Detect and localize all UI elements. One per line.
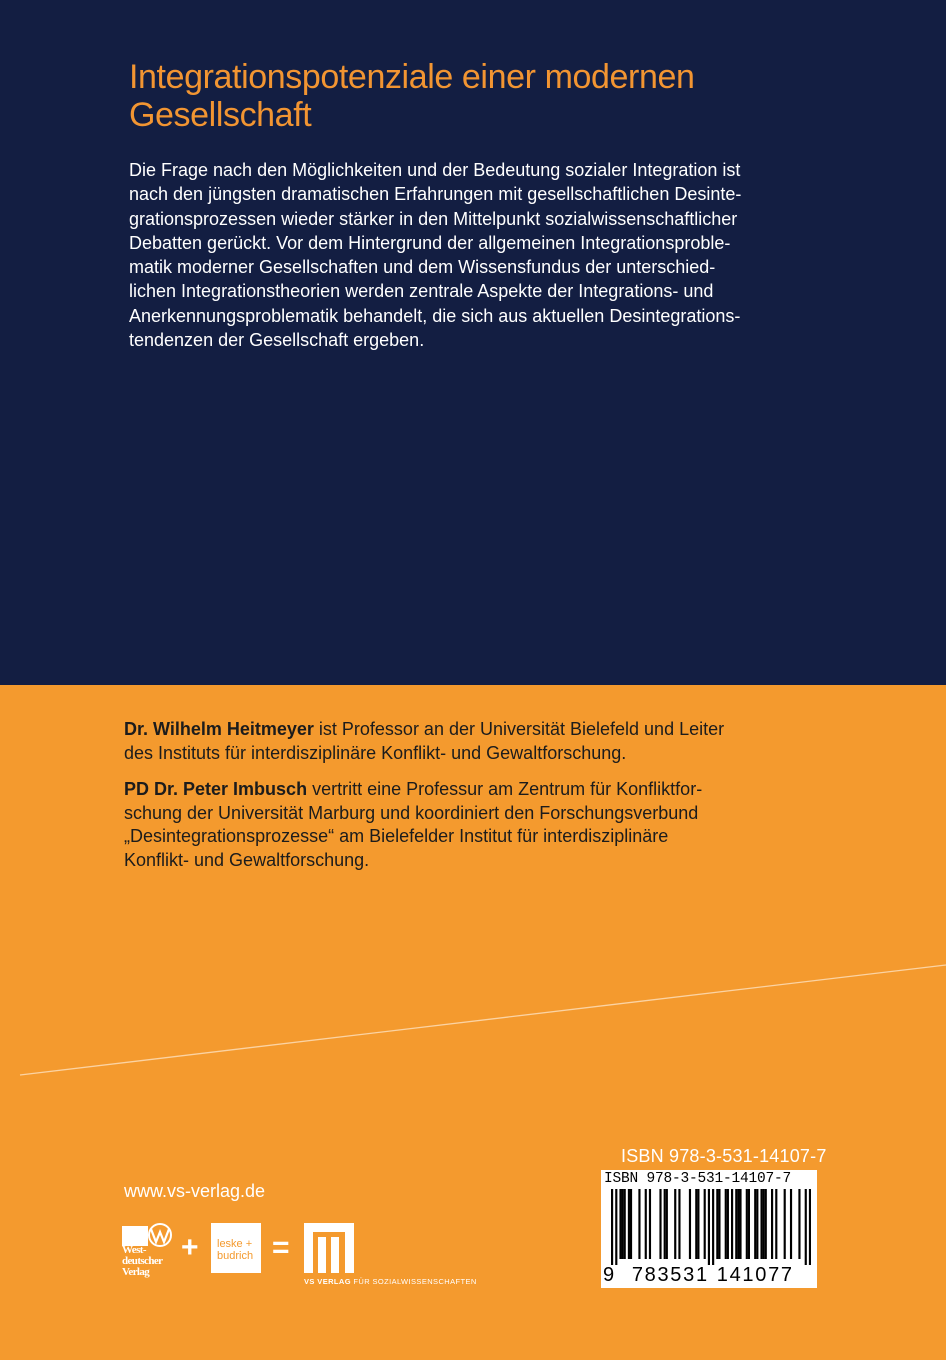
barcode-bar (649, 1189, 651, 1259)
wdv-text: West- (122, 1244, 146, 1256)
barcode-bar (622, 1189, 624, 1259)
barcode-bar (712, 1189, 714, 1265)
barcode-bar (798, 1189, 800, 1259)
westdeutscher-verlag-logo (122, 1223, 174, 1289)
barcode-bar (628, 1189, 630, 1259)
barcode-bar (718, 1189, 720, 1259)
ean-first-digit: 9 (603, 1264, 616, 1286)
ean-right-group: 141077 (716, 1264, 794, 1286)
barcode-bar (763, 1189, 765, 1259)
barcode-bar (678, 1189, 680, 1259)
barcode-bar (638, 1189, 640, 1259)
bio-text: des Instituts für interdisziplinäre Konflikt- und Gewaltforschung. (124, 742, 627, 763)
blurb-line: lichen Integrationstheorien werden zentrale Aspekte der Integrations- und (129, 281, 714, 302)
barcode-bar (697, 1189, 699, 1259)
blurb-line: Die Frage nach den Möglichkeiten und der Bedeutung sozialer Integration ist (129, 160, 741, 180)
equals-sign: = (272, 1231, 290, 1264)
barcode-bar (765, 1189, 767, 1259)
vs-verlag-logo-icon (304, 1223, 354, 1273)
leske-budrich-logo (211, 1223, 261, 1273)
barcode-bar (666, 1189, 668, 1259)
barcode-bar (760, 1189, 762, 1259)
author-name: PD Dr. Peter Imbusch (124, 779, 308, 799)
barcode-bar (615, 1189, 617, 1265)
blurb-line: matik moderner Gesellschaften und dem Wissensfundus der unterschied- (129, 257, 716, 278)
vs-name-bold: VS VERLAG (304, 1277, 351, 1286)
publisher-website[interactable]: www.vs-verlag.de (124, 1181, 266, 1201)
barcode-bar (805, 1189, 807, 1265)
wdv-text: deutscher (122, 1255, 163, 1267)
barcode-bar (708, 1189, 710, 1265)
barcode-bar (754, 1189, 756, 1259)
vs-name-rest: FÜR SOZIALWISSENSCHAFTEN (350, 1277, 477, 1286)
barcode-bar (645, 1189, 647, 1259)
barcode-bar (737, 1189, 739, 1259)
blurb-line: nach den jüngsten dramatischen Erfahrungen mit gesellschaftlichen Desinte- (129, 184, 742, 205)
ean-left-group: 783531 (631, 1264, 709, 1286)
isbn-barcode (601, 1170, 817, 1288)
barcode-bar (624, 1189, 626, 1259)
publisher-logos (122, 1221, 522, 1291)
blurb-line: tendenzen der Gesellschaft ergeben. (129, 330, 425, 351)
barcode-bar (748, 1189, 750, 1259)
blurb-line: Debatten gerückt. Vor dem Hintergrund der allgemeinen Integrationsproble- (129, 232, 731, 253)
author-name: Dr. Wilhelm Heitmeyer (124, 719, 314, 739)
barcode-bar (746, 1189, 748, 1259)
bio-text: schung der Universität Marburg und koordiniert den Forschungsverbund (124, 802, 699, 823)
barcode-bar (756, 1189, 758, 1259)
barcode-bar (735, 1189, 737, 1259)
bio-text: Konflikt- und Gewaltforschung. (124, 849, 370, 870)
barcode-bar (674, 1189, 676, 1259)
ean-digits (603, 1264, 815, 1287)
barcode-bar (784, 1189, 786, 1259)
lb-text: leske + (217, 1238, 253, 1250)
barcode-bar (659, 1189, 661, 1259)
barcode-bar (716, 1189, 718, 1259)
barcode-bar (739, 1189, 741, 1259)
blurb-line: grationsprozessen wieder stärker in den Mittelpunkt sozialwissenschaftlicher (129, 208, 738, 229)
title-line-2: Gesellschaft (129, 96, 312, 134)
plus-sign: + (181, 1231, 199, 1264)
barcode-isbn-text: ISBN 978-3-531-14107-7 (604, 1171, 792, 1187)
barcode-bar (689, 1189, 691, 1259)
barcode-bar (790, 1189, 792, 1259)
barcode-bar (630, 1189, 632, 1259)
barcode-bar (695, 1189, 697, 1259)
wdv-text: Verlag (122, 1266, 150, 1278)
barcode-bar (619, 1189, 621, 1259)
barcode-bar (775, 1189, 777, 1259)
barcode-bar (731, 1189, 733, 1259)
blurb-line: Anerkennungsproblematik behandelt, die sich aus aktuellen Desintegrations- (129, 305, 741, 326)
lb-text: budrich (217, 1250, 254, 1262)
barcode-bar (704, 1189, 706, 1259)
bio-text: „Desintegrationsprozesse“ am Bielefelder Institut für interdisziplinäre (124, 826, 669, 846)
barcode-bar (771, 1189, 773, 1259)
barcode-bar (727, 1189, 729, 1259)
title-line-1: Integrationspotenziale einer modernen (129, 58, 695, 96)
barcode-bar (664, 1189, 666, 1259)
isbn-label: ISBN 978-3-531-14107-7 (621, 1146, 827, 1166)
vs-verlag-name (304, 1277, 477, 1286)
barcode-bar (725, 1189, 727, 1259)
barcode-bars (611, 1189, 811, 1265)
bio-text: ist Professor an der Universität Bielefeld und Leiter (313, 719, 725, 739)
barcode-bar (611, 1189, 613, 1265)
bio-text: vertritt eine Professur am Zentrum für Konfliktfor- (307, 779, 703, 799)
barcode-bar (809, 1189, 811, 1265)
